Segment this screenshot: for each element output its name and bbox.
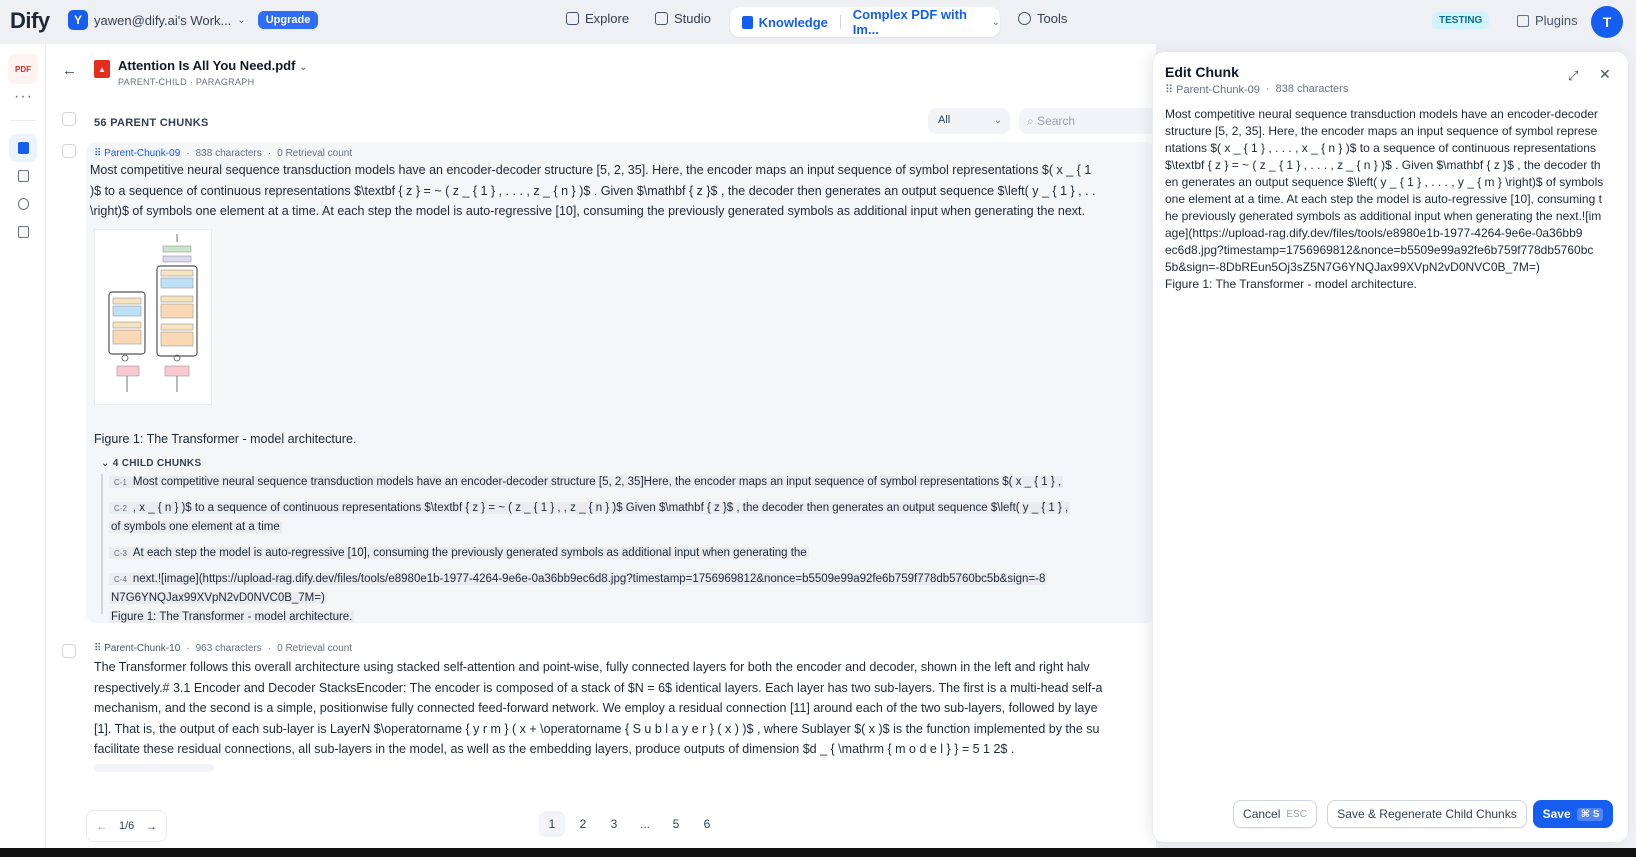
parent-chunk-card[interactable] <box>94 657 1156 760</box>
child-chunk-text: Figure 1: The Transformer - model architecture. <box>111 611 353 623</box>
chunk-char-count: 963 characters <box>195 643 262 654</box>
pagination-input <box>86 810 167 842</box>
child-chunk-text: , x _ { n } )$ to a sequence of continuous representations $\textbf { z } = ~ ( z _ { 1 } , , z _ { n } )$ Given $\mathbf { z }$ , the decoder then generates an output sequence $\left( y _ { 1 } , <box>132 502 1069 514</box>
chunk-name: ⠿ Parent-Chunk-09 <box>94 148 181 159</box>
dify-logo[interactable]: Dify <box>10 8 50 33</box>
more-icon[interactable]: ··· <box>14 88 33 105</box>
edit-chunk-panel <box>1152 52 1628 842</box>
chunk-name-text: Parent-Chunk-09 <box>1176 84 1260 96</box>
chunk-char-count: 838 characters <box>195 148 262 159</box>
chunk-line: Most competitive neural sequence transduction models have an encoder-decoder structure [5, 2, 35]. Here, the encoder maps an input sequence of symbol representations $( x _ { 1 <box>90 163 1092 177</box>
select-all-checkbox[interactable] <box>62 112 76 126</box>
child-chunk-text: of symbols one element at a time <box>111 521 280 533</box>
divider <box>10 120 36 121</box>
editor-line: he previously generated symbols as additional input when generating the next.![im <box>1165 209 1602 223</box>
workspace-name: yawen@dify.ai's Work... <box>94 12 232 28</box>
child-chunk-text: next.![image](https://upload-rag.dify.dev/files/tools/e8980e1b-1977-4264-9e6e-0a36bb9ec6d8.jpg?timestamp=1756969812&nonce=b5509e99a92fe6b759f778db5760bc5b&sign=-8 <box>132 573 1046 585</box>
editor-line: Figure 1: The Transformer - model architecture. <box>1165 277 1417 291</box>
separator: · <box>1265 83 1270 95</box>
parent-chunk-count: 56 PARENT CHUNKS <box>94 117 209 129</box>
page-button[interactable]: 3 <box>610 817 618 831</box>
shortcut-hint: ⌘ S <box>1577 808 1604 821</box>
page-button[interactable]: 1 <box>539 811 565 837</box>
transformer-architecture-image[interactable] <box>94 229 212 405</box>
pipeline-icon <box>18 170 29 182</box>
editor-line: 5b&sign=-8DbREun5Oj3sZ5N7G6YNQJax99XVpN2vD0NVC0B_7M=) <box>1165 260 1540 274</box>
editor-line: one element at a time. At each step the model is auto-regressive [10], consuming t <box>1165 192 1602 206</box>
pagination <box>539 811 720 837</box>
child-chunk-text: N7G6YNQJax99XVpN2vD0NVC0B_7M=) <box>111 592 325 604</box>
search-placeholder: Search <box>1037 114 1076 128</box>
target-icon <box>18 198 29 210</box>
chunk-name-text: Parent-Chunk-10 <box>104 643 181 654</box>
search-input[interactable] <box>1019 108 1159 134</box>
document-mode: PARENT-CHILD · PARAGRAPH <box>118 77 255 87</box>
workspace-avatar: Y <box>68 10 88 30</box>
child-chunk[interactable] <box>109 502 1154 514</box>
shortcut-hint: ESC <box>1286 808 1307 820</box>
chevron-down-icon: ⌄ <box>993 115 1002 126</box>
dataset-selector[interactable]: Complex PDF with Im... <box>852 7 967 37</box>
document-icon <box>18 142 29 154</box>
chunk-line: facilitate these residual connections, all sub-layers in the model, as well as the embedding layers, produce outputs of dimension $d _ { \mathrm { m o d e l } } = 5 1 2$ . <box>94 742 1015 756</box>
nav-knowledge-label: Knowledge <box>758 14 828 30</box>
figure-caption: Figure 1: The Transformer - model architecture. <box>94 432 357 446</box>
nav-tools-label: Tools <box>1037 11 1068 26</box>
save-regenerate-label: Save & Regenerate Child Chunks <box>1337 807 1517 821</box>
editor-line: en generates an output sequence $\left( y _ { 1 } , . . . , y _ { m } \right)$ of symbols <box>1165 175 1604 189</box>
document-sidebar <box>0 44 46 848</box>
truncated-content-placeholder <box>94 764 214 772</box>
chunk-checkbox[interactable] <box>62 644 76 658</box>
nav-studio-label: Studio <box>674 11 711 26</box>
child-chunk-tag: C-3 <box>111 547 130 559</box>
sidebar-item-retrieval[interactable] <box>9 190 37 218</box>
document-title-text: Attention Is All You Need.pdf <box>118 58 296 73</box>
chunk-line: [1]. That is, the output of each sub-layer is LayerN $\operatorname { y r m } ( x + \operatorname { S u b l a y e r } ( x ) )$ , where Sublayer $( x )$ is the function implemented by the su <box>94 721 1100 736</box>
robot-icon <box>655 12 668 25</box>
sidebar-item-settings[interactable] <box>9 218 37 246</box>
hammer-icon <box>1018 12 1031 25</box>
save-button[interactable] <box>1533 800 1613 828</box>
separator: · <box>186 643 190 654</box>
save-label: Save <box>1542 807 1571 821</box>
nav-tools[interactable] <box>1018 11 1067 26</box>
next-page-button[interactable]: → <box>145 819 158 833</box>
nav-studio[interactable] <box>655 11 711 26</box>
separator: · <box>267 148 272 159</box>
pdf-icon <box>8 54 38 84</box>
screen-edge <box>0 848 1636 857</box>
divider <box>840 15 841 29</box>
cancel-button[interactable] <box>1233 800 1317 828</box>
nav-plugins-label: Plugins <box>1535 13 1578 28</box>
child-chunk-text: At each step the model is auto-regressive [10], consuming the previously generated symbols as additional input when generating the <box>132 547 807 559</box>
chevron-down-icon: ⌄ <box>237 14 246 26</box>
child-chunk-continuation[interactable] <box>109 592 1154 604</box>
sidebar-item-documents[interactable] <box>9 134 37 162</box>
sliders-icon <box>18 226 29 238</box>
page-stepper <box>86 810 167 842</box>
save-regenerate-button[interactable] <box>1327 800 1527 828</box>
nav-knowledge[interactable] <box>730 7 1000 37</box>
book-icon <box>742 16 753 29</box>
upgrade-label: Upgrade <box>265 14 311 26</box>
expand-icon[interactable]: ⤢ <box>1568 68 1579 83</box>
chunk-line: mechanism, and the second is a simple, positionwise fully connected feed-forward network. We employ a residual connection [11] around each of the two sub-layers, followed by laye <box>94 701 1098 715</box>
chunk-content <box>90 160 1156 222</box>
status-filter[interactable] <box>928 108 1010 134</box>
workspace-switcher[interactable] <box>68 10 318 30</box>
chunk-retrieval-count: 0 Retrieval count <box>277 643 353 654</box>
nav-plugins[interactable] <box>1517 13 1578 28</box>
chevron-down-icon: ⌄ <box>299 62 308 73</box>
child-chunk-continuation[interactable] <box>109 521 1154 533</box>
chunk-list-panel <box>46 44 1156 848</box>
cancel-label: Cancel <box>1243 807 1281 821</box>
sidebar-item-pipeline[interactable] <box>9 162 37 190</box>
panel-title: Edit Chunk <box>1165 64 1239 80</box>
editor-line: ntations $( x _ { 1 } , . . . , x _ { n } )$ to a sequence of continuous representations <box>1165 141 1596 155</box>
architecture-diagram <box>95 230 213 406</box>
chevron-down-icon: ⌄ <box>991 16 1000 28</box>
child-chunk[interactable] <box>109 573 1154 585</box>
user-avatar[interactable]: T <box>1591 6 1623 38</box>
prev-page-button[interactable]: ← <box>96 819 108 833</box>
chunk-retrieval-count: 0 Retrieval count <box>277 148 353 159</box>
status-filter-value: All <box>938 114 951 126</box>
chunk-name: ⠿ Parent-Chunk-10 <box>94 643 181 654</box>
top-navbar <box>0 0 1636 44</box>
chunk-content-editor[interactable] <box>1165 106 1615 293</box>
child-chunks-list <box>101 474 1156 623</box>
pdf-file-icon: ▲ <box>94 60 110 78</box>
chunk-line: \right)$ of symbols one element at a time. At each step the model is auto-regressive [10], consuming the previously generated symbols as additional input when generating the next. <box>90 204 1086 218</box>
editor-line: $\textbf { z } = ~ ( z _ { 1 } , . . . , z _ { n } )$ . Given $\mathbf { z }$ , the decoder th <box>1165 158 1601 172</box>
chunk-meta <box>94 148 352 159</box>
editor-line: structure [5, 2, 35]. Here, the encoder maps an input sequence of symbol represe <box>1165 124 1598 138</box>
page-button[interactable]: 2 <box>579 817 587 831</box>
editor-line: ec6d8.jpg?timestamp=1756969812&nonce=b5509e99a92fe6b759f778db5760bc <box>1165 243 1594 257</box>
chunk-line: The Transformer follows this overall architecture using stacked self-attention and point-wise, fully connected layers for both the encoder and decoder, shown in the left and right halv <box>94 660 1090 674</box>
separator: · <box>186 148 190 159</box>
search-icon: ⌕ <box>1027 114 1038 128</box>
panel-actions <box>1153 800 1629 830</box>
chunk-line: respectively.# 3.1 Encoder and Decoder StacksEncoder: The encoder is composed of a stack of $N = 6$ identical layers. Each layer has two sub-layers. The first is a multi-head self-a <box>94 680 1103 695</box>
nav-explore-label: Explore <box>585 11 630 26</box>
page-ellipsis: ... <box>639 817 650 831</box>
child-chunk[interactable] <box>109 476 1154 488</box>
child-chunk-tag: C-1 <box>111 476 130 488</box>
separator: · <box>267 643 272 654</box>
chunk-name: ⠿ Parent-Chunk-09 <box>1165 84 1260 96</box>
environment-badge: TESTING <box>1432 12 1489 29</box>
chunk-line: )$ to a sequence of continuous representations $\textbf { z } = ~ ( z _ { 1 } , . . . , z _ { n } )$ . Given $\mathbf { z }$ , the decoder then generates an output sequence $\left( y _ { 1 } , . . <box>90 183 1096 198</box>
child-chunks-count: 4 CHILD CHUNKS <box>112 458 202 469</box>
close-icon[interactable]: ✕ <box>1599 66 1611 82</box>
cube-icon <box>1517 15 1529 27</box>
child-chunks-toggle[interactable] <box>101 458 201 469</box>
document-title[interactable] <box>118 58 307 73</box>
chunk-meta <box>94 643 352 654</box>
upgrade-button[interactable] <box>258 11 319 29</box>
chevron-down-icon: ⌄ <box>101 458 113 469</box>
editor-line: age](https://upload-rag.dify.dev/files/tools/e8980e1b-1977-4264-9e6e-0a36bb9 <box>1165 226 1583 240</box>
child-chunk[interactable] <box>109 547 1154 559</box>
compass-icon <box>566 12 579 25</box>
chunk-name-text: Parent-Chunk-09 <box>104 148 181 159</box>
pdf-icon-label: PDF <box>15 64 31 74</box>
child-chunk-tag: C-2 <box>111 502 130 514</box>
child-chunk-tag: C-4 <box>111 573 130 585</box>
chunk-checkbox[interactable] <box>62 144 76 158</box>
nav-explore[interactable] <box>566 11 629 26</box>
child-chunk-continuation[interactable] <box>109 611 1154 623</box>
chunk-meta <box>1165 83 1348 96</box>
page-button[interactable]: 5 <box>672 817 680 831</box>
child-chunk-text: Most competitive neural sequence transduction models have an encoder-decoder structure [5, 2, 35]Here, the encoder maps an input sequence of symbol representations $( x _ { 1 } , <box>132 476 1062 488</box>
page-button[interactable]: 6 <box>703 817 711 831</box>
page-indicator: 1/6 <box>119 820 135 832</box>
editor-line: Most competitive neural sequence transduction models have an encoder-decoder <box>1165 107 1598 121</box>
back-arrow-icon[interactable]: ← <box>62 62 77 79</box>
chunk-char-count: 838 characters <box>1275 83 1349 95</box>
